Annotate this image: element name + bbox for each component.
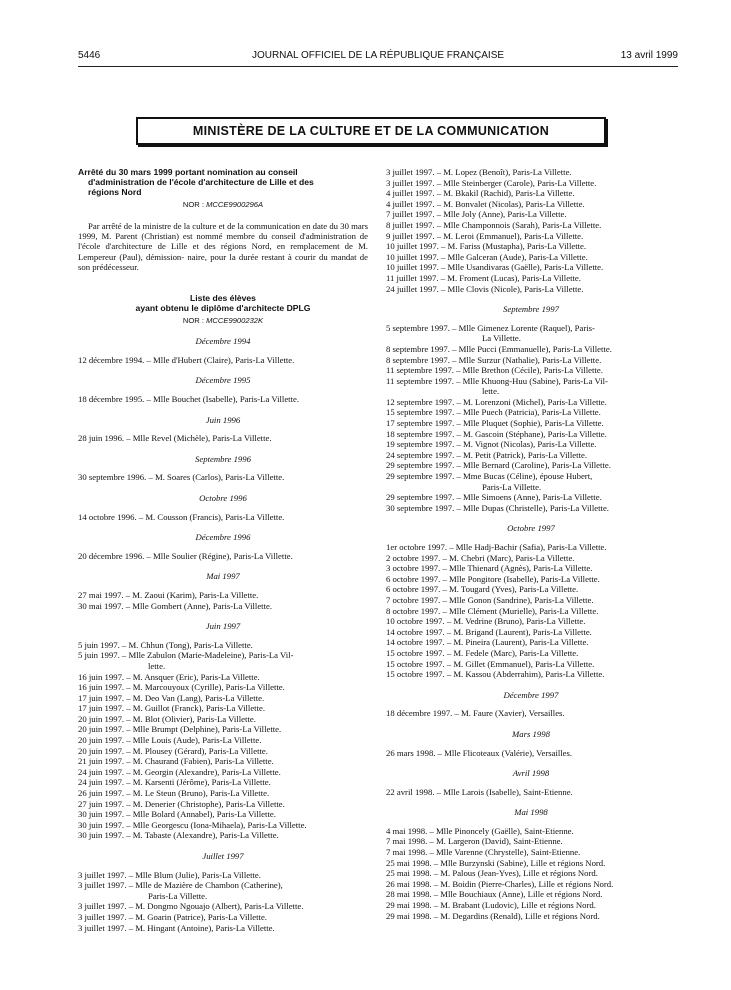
entry-text: – M. Goarin (Patrice), Paris-La Villette. <box>128 911 267 922</box>
entry-date: 8 juillet 1997. <box>386 219 435 230</box>
entry-text: – Mlle Bolard (Annabel), Paris-La Villette. <box>126 809 276 820</box>
entry-text: – M. Palous (Jean-Yves), Lille et régions Nord. <box>433 868 598 879</box>
entry-date: 3 juillet 1997. <box>78 880 127 891</box>
entry-continuation: lette. <box>482 386 500 397</box>
entry-text: – M. Tabaste (Alexandre), Paris-La Villette. <box>126 830 279 841</box>
list-entry <box>386 584 676 595</box>
entry-date: 30 juin 1997. <box>78 819 125 830</box>
entry-text: – M. Chaurand (Fabien), Paris-La Villette. <box>126 756 274 767</box>
entry-date: 3 juillet 1997. <box>78 922 127 933</box>
list-entry <box>386 669 676 680</box>
entry-date: 3 juillet 1997. <box>78 869 127 880</box>
month-heading: Décembre 1995 <box>195 375 251 386</box>
entry-text: – M. Degardins (Renald), Lille et régions Nord. <box>433 910 600 921</box>
list-entry <box>386 220 676 231</box>
entry-text: – M. Chhun (Tong), Paris-La Villette. <box>121 639 253 650</box>
entry-text: – M. Deo Van (Lang), Paris-La Villette. <box>126 692 265 703</box>
decree-text: régions Nord, en remplacement de M. Lempereur (Paul), démission- <box>78 241 368 262</box>
list-entry <box>78 650 368 671</box>
entry-text: – M. Ansquer (Eric), Paris-La Villette. <box>126 671 260 682</box>
header-rule <box>78 66 678 67</box>
entry-text: – Mlle Blum (Julie), Paris-La Villette. <box>128 869 261 880</box>
list-entry <box>386 407 676 418</box>
decree-text: Par arrêté de la ministre de la culture et de la communication en <box>88 220 311 231</box>
entry-date: 10 juillet 1997. <box>386 241 439 252</box>
decree-paragraph <box>78 221 368 273</box>
list-entry <box>78 640 368 651</box>
entry-date: 14 octobre 1997. <box>386 626 445 637</box>
entry-text: – Mlle Soulier (Régine), Paris-La Villette. <box>146 550 293 561</box>
entry-text: – Mlle Georgescu (Iona-Mihaela), Paris-La Villette. <box>126 819 307 830</box>
entry-text: – M. Fedele (Marc), Paris-La Villette. <box>446 647 579 658</box>
entry-continuation: lette. <box>148 660 166 671</box>
entry-date: 7 juillet 1997. <box>386 209 435 220</box>
list-entry <box>386 344 676 355</box>
month-heading: Avril 1998 <box>512 768 550 779</box>
entry-date: 30 mai 1997. <box>78 600 124 611</box>
entry-date: 30 septembre 1997. <box>386 502 455 513</box>
entry-date: 5 septembre 1997. <box>386 322 450 333</box>
entry-text: – Mlle Dupas (Christelle), Paris-La Villette. <box>456 502 609 513</box>
entry-date: 3 juillet 1997. <box>78 901 127 912</box>
entry-date: 24 juillet 1997. <box>386 283 439 294</box>
entry-text: – Mlle Bernard (Caroline), Paris-La Villette. <box>456 460 611 471</box>
entry-date: 21 juin 1997. <box>78 756 125 767</box>
list-entry <box>386 284 676 295</box>
decree-text: conseil d'administration de l'école d'architecture de Lille et des <box>78 231 369 252</box>
list-nor <box>78 316 368 327</box>
list-entry <box>386 553 676 564</box>
entry-text: – Mlle Puech (Patricia), Paris-La Villette. <box>456 407 601 418</box>
list-entry <box>386 355 676 366</box>
list-entry <box>386 365 676 376</box>
entry-text: – M. Dongmo Ngouajo (Albert), Paris-La Villette. <box>128 901 304 912</box>
entry-date: 4 juillet 1997. <box>386 198 435 209</box>
list-entry <box>386 450 676 461</box>
list-entry <box>386 787 676 798</box>
list-entry <box>78 714 368 725</box>
entry-date: 24 septembre 1997. <box>386 449 455 460</box>
entry-text: – Mlle Pinoncely (Gaëlle), Saint-Etienne. <box>429 825 574 836</box>
entry-text: – M. Marcouyoux (Cyrille), Paris-La Villette. <box>126 682 285 693</box>
entry-date: 4 juillet 1997. <box>386 188 435 199</box>
entry-text: – M. Gascoin (Stéphane), Paris-La Villette. <box>456 428 607 439</box>
month-heading: Décembre 1994 <box>195 336 251 347</box>
entry-text: – Mlle Varenne (Chrystelle), Saint-Etienne. <box>429 847 581 858</box>
nor-code: MCCE9900232K <box>206 315 264 325</box>
list-entry <box>386 542 676 553</box>
list-entry <box>386 460 676 471</box>
month-heading: Décembre 1996 <box>195 532 251 543</box>
list-entry <box>78 820 368 831</box>
page-header <box>78 50 678 64</box>
entry-date: 5 juin 1997. <box>78 650 120 661</box>
entry-text: – Mlle Pongitore (Isabelle), Paris-La Villette. <box>442 573 600 584</box>
entry-date: 29 septembre 1997. <box>386 492 455 503</box>
entry-date: 3 juillet 1997. <box>386 167 435 177</box>
entry-continuation: La Villette. <box>482 333 521 344</box>
list-entry <box>78 551 368 562</box>
list-entry <box>386 847 676 858</box>
entry-text: – M. Vignot (Nicolas), Paris-La Villette. <box>456 439 597 450</box>
month-heading: Mars 1998 <box>512 728 550 739</box>
issue-date: 13 avril 1999 <box>620 50 678 61</box>
entry-text: – M. Guillot (Franck), Paris-La Villette. <box>126 703 266 714</box>
list-entry <box>78 472 368 483</box>
month-heading: Juin 1997 <box>205 621 241 632</box>
list-entry <box>386 900 676 911</box>
list-entry <box>386 492 676 503</box>
entry-date: 17 juin 1997. <box>78 692 125 703</box>
decree-title-line: régions Nord <box>88 187 142 197</box>
entry-date: 5 juin 1997. <box>78 639 120 650</box>
entry-date: 12 décembre 1994. <box>78 354 145 365</box>
entry-text: – M. Le Steun (Bruno), Paris-La Villette. <box>126 788 270 799</box>
entry-text: – M. Lopez (Benoît), Paris-La Villette. <box>436 167 572 177</box>
entry-date: 14 octobre 1996. <box>78 511 137 522</box>
list-entry <box>386 167 676 178</box>
list-entry <box>78 777 368 788</box>
entry-date: 2 octobre 1997. <box>386 552 441 563</box>
list-entry <box>386 273 676 284</box>
entry-date: 18 décembre 1997. <box>386 708 453 719</box>
entry-text: – M. Brigand (Laurent), Paris-La Villette. <box>446 626 592 637</box>
entry-text: – Mlle Bouchet (Isabelle), Paris-La Villette. <box>146 394 300 404</box>
entry-text: – Mlle Khuong-Huu (Sabine), Paris-La Vil- <box>456 375 608 386</box>
right-head-entries <box>386 167 676 294</box>
entry-text: – Mlle Simoens (Anne), Paris-La Villette. <box>456 492 602 503</box>
list-entry <box>78 512 368 523</box>
entry-date: 20 juin 1997. <box>78 713 125 724</box>
entry-text: – M. Blot (Olivier), Paris-La Villette. <box>126 713 256 724</box>
entry-date: 7 octobre 1997. <box>386 594 441 605</box>
entry-date: 3 juillet 1997. <box>386 177 435 188</box>
list-entry <box>386 199 676 210</box>
list-entry <box>78 809 368 820</box>
entry-date: 12 septembre 1997. <box>386 396 455 407</box>
nor-label: NOR : <box>182 315 204 325</box>
entry-date: 15 octobre 1997. <box>386 669 445 680</box>
list-title: Liste des élèves <box>190 292 256 303</box>
decree-title <box>78 167 368 197</box>
entry-date: 16 juin 1997. <box>78 682 125 693</box>
entry-text: – Mlle Louis (Aude), Paris-La Villette. <box>126 735 262 746</box>
entry-date: 22 avril 1998. <box>386 786 435 797</box>
entry-text: – Mlle Gimenez Lorente (Raquel), Paris- <box>452 322 595 333</box>
list-entry <box>386 708 676 719</box>
entry-text: – M. Soares (Carlos), Paris-La Villette. <box>148 472 285 483</box>
entry-date: 20 juin 1997. <box>78 745 125 756</box>
list-entry <box>386 836 676 847</box>
entry-date: 15 octobre 1997. <box>386 658 445 669</box>
list-entry <box>78 693 368 704</box>
month-heading: Mai 1998 <box>514 807 548 818</box>
entry-text: – M. Chebri (Marc), Paris-La Villette. <box>442 552 575 563</box>
entry-text: – Mlle Clovis (Nicole), Paris-La Villette. <box>441 283 584 294</box>
entry-text: – M. Boidin (Pierre-Charles), Lille et régions Nord. <box>433 878 614 889</box>
list-entry <box>386 606 676 617</box>
entry-date: 3 juillet 1997. <box>78 911 127 922</box>
entry-date: 25 mai 1998. <box>386 868 432 879</box>
entry-text: – M. Lorenzoni (Michel), Paris-La Villette. <box>456 396 607 407</box>
list-entry <box>78 724 368 735</box>
month-heading: Septembre 1996 <box>195 453 251 464</box>
entry-text: – Mlle Usandivaras (Gaëlle), Paris-La Villette. <box>441 262 604 273</box>
list-entry <box>78 433 368 444</box>
list-entry <box>386 574 676 585</box>
entry-text: – M. Vedrine (Bruno), Paris-La Villette. <box>446 616 586 627</box>
entry-text: – M. Hingant (Antoine), Paris-La Villette. <box>128 922 275 933</box>
list-entry <box>78 799 368 810</box>
list-entry <box>386 826 676 837</box>
entry-text: – M. Petit (Patrick), Paris-La Villette. <box>456 449 588 460</box>
entry-text: – M. Denerier (Christophe), Paris-La Villette. <box>126 798 285 809</box>
list-entry <box>78 788 368 799</box>
decree-title-line: d'administration de l'école d'architecture de Lille et des <box>88 177 314 187</box>
entry-text: – Mlle Zabulon (Marie-Madeleine), Paris-La Vil- <box>121 650 294 661</box>
entry-date: 26 mars 1998. <box>386 747 436 758</box>
month-heading: Septembre 1997 <box>503 304 559 315</box>
list-entry <box>386 323 676 344</box>
entry-text: – Mlle d'Hubert (Claire), Paris-La Villette. <box>146 354 295 365</box>
entry-date: 24 juin 1997. <box>78 777 125 788</box>
list-entry <box>386 868 676 879</box>
entry-date: 8 septembre 1997. <box>386 354 450 365</box>
entry-text: – M. Froment (Lucas), Paris-La Villette. <box>440 272 581 283</box>
journal-title: JOURNAL OFFICIEL DE LA RÉPUBLIQUE FRANÇAISE <box>251 50 505 61</box>
list-entry <box>386 889 676 900</box>
left-sections <box>78 336 368 933</box>
list-entry <box>386 503 676 514</box>
list-entry <box>386 616 676 627</box>
list-subtitle: ayant obtenu le diplôme d'architecte DPLG <box>135 302 311 313</box>
entry-date: 4 mai 1998. <box>386 825 428 836</box>
month-heading: Juin 1996 <box>205 414 241 425</box>
entry-text: – Mlle Galceran (Aude), Paris-La Villette. <box>441 251 588 262</box>
entry-text: – Mlle Hadj-Bachir (Safia), Paris-La Villette. <box>449 542 607 552</box>
list-entry <box>78 601 368 612</box>
entry-text: – M. Karsenti (Jérôme), Paris-La Villette. <box>126 777 271 788</box>
entry-date: 26 juin 1997. <box>78 788 125 799</box>
entry-text: – Mlle de Mazière de Chambon (Catherine), <box>128 880 283 891</box>
entry-text: – M. Gillet (Emmanuel), Paris-La Villette. <box>446 658 595 669</box>
entry-date: 19 septembre 1997. <box>386 439 455 450</box>
list-entry <box>78 923 368 934</box>
list-entry <box>78 590 368 601</box>
entry-date: 16 juin 1997. <box>78 671 125 682</box>
entry-text: – M. Plousey (Gérard), Paris-La Villette. <box>126 745 268 756</box>
entry-date: 8 septembre 1997. <box>386 343 450 354</box>
list-entry <box>78 703 368 714</box>
entry-date: 8 octobre 1997. <box>386 605 441 616</box>
entry-date: 25 mai 1998. <box>386 857 432 868</box>
month-heading: Juillet 1997 <box>202 851 244 861</box>
list-entry <box>386 471 676 492</box>
list-entry <box>386 439 676 450</box>
entry-date: 10 juillet 1997. <box>386 251 439 262</box>
entry-date: 28 juin 1996. <box>78 433 125 444</box>
entry-text: – Mlle Revel (Michèle), Paris-La Villette. <box>126 433 272 444</box>
entry-text: – Mlle Surzur (Nathalie), Paris-La Villette. <box>452 354 602 365</box>
entry-text: – Mlle Clément (Murielle), Paris-La Villette. <box>442 605 599 616</box>
entry-date: 29 mai 1998. <box>386 900 432 911</box>
entry-date: 14 octobre 1997. <box>386 637 445 648</box>
list-entry <box>78 682 368 693</box>
entry-text: – M. Cousson (Francis), Paris-La Villette. <box>138 511 285 522</box>
entry-date: 24 juin 1997. <box>78 766 125 777</box>
entry-date: 10 juillet 1997. <box>386 262 439 273</box>
list-entry <box>78 394 368 405</box>
entry-text: – M. Georgin (Alexandre), Paris-La Villette. <box>126 766 281 777</box>
entry-text: – Mlle Gombert (Anne), Paris-La Villette. <box>125 600 273 611</box>
list-entry <box>386 209 676 220</box>
entry-date: 11 juillet 1997. <box>386 272 439 283</box>
page-number: 5446 <box>78 50 101 61</box>
list-entry <box>78 912 368 923</box>
list-entry <box>78 880 368 901</box>
list-entry <box>386 262 676 273</box>
list-entry <box>386 563 676 574</box>
entry-date: 10 octobre 1997. <box>386 616 445 627</box>
entry-date: 3 octobre 1997. <box>386 563 441 574</box>
list-entry <box>78 756 368 767</box>
entry-date: 11 septembre 1997. <box>386 375 454 386</box>
entry-continuation: Paris-La Villette. <box>482 481 542 492</box>
entry-date: 30 juin 1997. <box>78 809 125 820</box>
list-entry <box>386 858 676 869</box>
entry-date: 11 septembre 1997. <box>386 365 454 376</box>
entry-text: – M. Largeron (David), Saint-Etienne. <box>429 836 563 847</box>
entry-date: 20 décembre 1996. <box>78 550 145 561</box>
entry-date: 17 septembre 1997. <box>386 418 455 429</box>
list-entry <box>78 355 368 366</box>
entry-text: – M. Zaoui (Karim), Paris-La Villette. <box>125 589 259 600</box>
ministry-title: MINISTÈRE DE LA CULTURE ET DE LA COMMUNICATION <box>136 117 606 145</box>
entry-text: – M. Leroi (Emmanuel), Paris-La Villette. <box>436 230 584 241</box>
entry-text: – Mlle Joly (Anne), Paris-La Villette. <box>436 209 567 220</box>
list-entry <box>386 879 676 890</box>
list-entry <box>386 595 676 606</box>
list-entry <box>78 767 368 778</box>
entry-date: 7 mai 1998. <box>386 847 428 858</box>
entry-date: 28 mai 1998. <box>386 889 432 900</box>
list-entry <box>78 746 368 757</box>
list-entry <box>78 901 368 912</box>
entry-text: – M. Brabant (Ludovic), Lille et régions Nord. <box>433 900 596 911</box>
month-heading: Octobre 1996 <box>199 492 247 503</box>
list-entry <box>386 397 676 408</box>
entry-text: – Mlle Pluquet (Sophie), Paris-La Villette. <box>456 418 604 429</box>
entry-date: 27 juin 1997. <box>78 798 125 809</box>
list-entry <box>386 188 676 199</box>
month-heading: Octobre 1997 <box>507 523 555 534</box>
entry-text: – Mlle Gonon (Sandrine), Paris-La Villette. <box>442 594 594 605</box>
entry-date: 30 septembre 1996. <box>78 472 147 483</box>
entry-text: – Mlle Pucci (Emmanuelle), Paris-La Villette. <box>452 343 612 354</box>
entry-text: – M. Bonvalet (Nicolas), Paris-La Villette. <box>436 198 585 209</box>
entry-text: – M. Pineira (Laurent), Paris-La Villette. <box>446 637 589 648</box>
entry-date: 20 juin 1997. <box>78 735 125 746</box>
entry-date: 7 mai 1998. <box>386 836 428 847</box>
entry-date: 15 septembre 1997. <box>386 407 455 418</box>
entry-date: 18 septembre 1997. <box>386 428 455 439</box>
list-entry <box>386 252 676 263</box>
entry-date: 27 mai 1997. <box>78 589 124 600</box>
entry-text: – Mlle Bouchiaux (Anne), Lille et régions Nord. <box>433 889 603 900</box>
list-entry <box>386 637 676 648</box>
decree-text: date du 30 mars 1999, M. Parent (Christian) est nommé membre du <box>78 220 369 241</box>
month-heading: Mai 1997 <box>206 571 240 582</box>
entry-text: – M. Fariss (Mustapha), Paris-La Villette. <box>441 241 587 252</box>
entry-date: 1er octobre 1997. <box>386 542 448 552</box>
month-heading: Décembre 1997 <box>503 689 559 700</box>
right-column <box>386 167 676 921</box>
list-entry <box>386 648 676 659</box>
entry-date: 15 octobre 1997. <box>386 647 445 658</box>
list-entry <box>386 627 676 638</box>
entry-text: – Mlle Larois (Isabelle), Saint-Etienne. <box>436 786 573 797</box>
list-entry <box>78 870 368 881</box>
entry-text: – M. Tougard (Yves), Paris-La Villette. <box>442 584 579 595</box>
list-entry <box>386 659 676 670</box>
list-entry <box>78 735 368 746</box>
list-entry <box>386 178 676 189</box>
right-sections <box>386 304 676 921</box>
entry-text: – Mlle Champonnois (Sarah), Paris-La Villette. <box>436 219 602 230</box>
list-entry <box>78 672 368 683</box>
entry-text: – M. Kassou (Abderrahim), Paris-La Villette. <box>446 669 605 680</box>
list-entry <box>386 911 676 922</box>
entry-text: – Mlle Burzynski (Sabine), Lille et régions Nord. <box>433 857 606 868</box>
list-entry <box>386 241 676 252</box>
entry-text: – Mlle Steinberger (Carole), Paris-La Villette. <box>436 177 597 188</box>
entry-text: – Mlle Brumpt (Delphine), Paris-La Villette. <box>126 724 282 735</box>
entry-date: 29 mai 1998. <box>386 910 432 921</box>
list-entry <box>386 418 676 429</box>
list-entry <box>386 376 676 397</box>
decree-text: naire, pour la durée restant à courir du mandat de son prédécesseur. <box>78 251 368 273</box>
entry-date: 29 septembre 1997. <box>386 471 455 482</box>
nor-label: NOR : <box>182 200 204 209</box>
list-entry <box>386 748 676 759</box>
entry-date: 9 juillet 1997. <box>386 230 435 241</box>
entry-date: 30 juin 1997. <box>78 830 125 841</box>
entry-text: – Mlle Thienard (Agnès), Paris-La Villette. <box>442 563 593 574</box>
left-column <box>78 167 368 933</box>
decree-title-line: Arrêté du 30 mars 1999 portant nomination au conseil <box>78 167 298 177</box>
entry-date: 20 juin 1997. <box>78 724 125 735</box>
list-entry <box>78 830 368 841</box>
entry-date: 26 mai 1998. <box>386 878 432 889</box>
entry-date: 18 décembre 1995. <box>78 394 145 404</box>
entry-date: 6 octobre 1997. <box>386 584 441 595</box>
entry-date: 6 octobre 1997. <box>386 573 441 584</box>
entry-date: 29 septembre 1997. <box>386 460 455 471</box>
nor-code: MCCE9900296A <box>206 200 264 209</box>
entry-text: – M. Faure (Xavier), Versailles. <box>454 708 565 719</box>
entry-text: – Mlle Flicoteaux (Valérie), Versailles. <box>437 747 573 758</box>
entry-text: – Mme Bucas (Céline), épouse Hubert, <box>456 471 593 482</box>
entry-text: – M. Bkakil (Rachid), Paris-La Villette. <box>436 188 575 199</box>
entry-text: – Mlle Brethon (Cécile), Paris-La Villette. <box>456 365 603 376</box>
list-entry <box>386 231 676 242</box>
decree-nor <box>78 200 368 211</box>
list-entry <box>386 429 676 440</box>
entry-date: 17 juin 1997. <box>78 703 125 714</box>
entry-continuation: Paris-La Villette. <box>148 890 208 901</box>
